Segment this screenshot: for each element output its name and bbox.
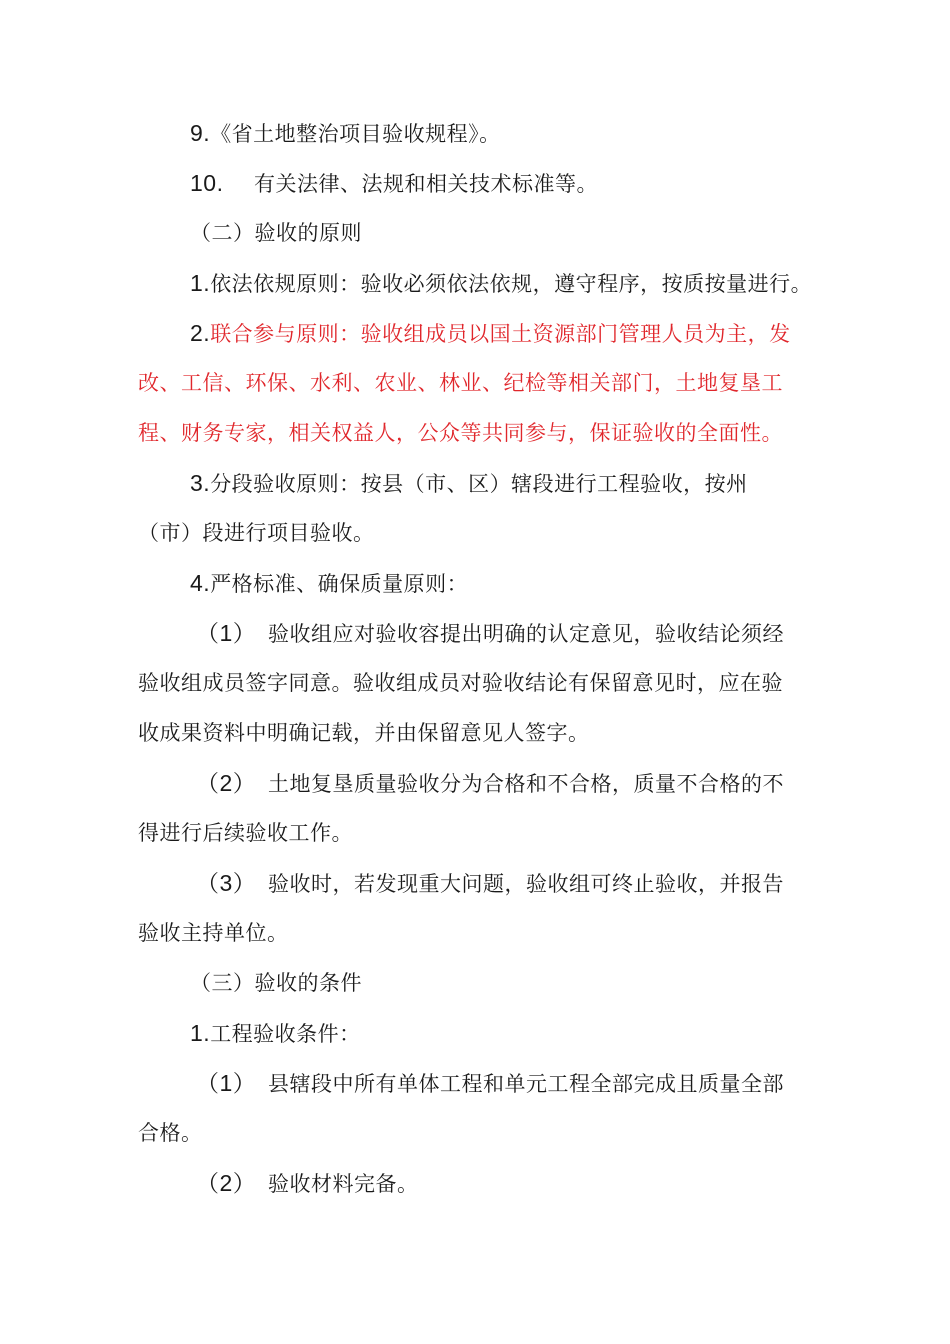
condition-1 (190, 1018, 361, 1049)
item-number: （2） (196, 1170, 257, 1196)
item-text: 验收组成员签字同意。验收组成员对验收结论有保留意见时，应在验 (138, 671, 783, 695)
subitem-3-continued (138, 918, 289, 948)
principle-1 (190, 268, 812, 299)
item-text: 分段验收原则：按县（市、区）辖段进行工程验收，按州 (210, 472, 748, 496)
item-text: 县辖段中所有单体工程和单元工程全部完成且质量全部 (268, 1072, 784, 1096)
item-text: 得进行后续验收工作。 (138, 821, 353, 845)
item-number: 1. (190, 1020, 211, 1046)
subitem-2-continued (138, 818, 353, 848)
item-number: （3） (196, 870, 257, 896)
subitem-1-continued (138, 668, 783, 698)
item-text: 验收材料完备。 (268, 1172, 419, 1196)
subitem-1 (196, 618, 784, 649)
item-text: 收成果资料中明确记载，并由保留意见人签字。 (138, 721, 590, 745)
item-9 (190, 118, 501, 149)
condition-subitem-1-continued (138, 1118, 203, 1148)
condition-subitem-1 (196, 1068, 784, 1099)
section-heading-text: （三）验收的条件 (190, 971, 362, 995)
item-number: （1） (196, 1070, 257, 1096)
item-text: 验收主持单位。 (138, 921, 289, 945)
item-text: （市）段进行项目验收。 (138, 521, 375, 545)
principle-2-continued (138, 368, 783, 398)
item-text: 工程验收条件： (210, 1022, 361, 1046)
item-text: 改、工信、环保、水利、农业、林业、纪检等相关部门，土地复垦工 (138, 371, 783, 395)
section-heading-conditions (190, 968, 362, 998)
item-text: 有关法律、法规和相关技术标准等。 (254, 172, 598, 196)
item-text: 土地复垦质量验收分为合格和不合格，质量不合格的不 (268, 772, 784, 796)
item-text: 依法依规原则：验收必须依法依规，遵守程序，按质按量进行。 (210, 272, 813, 296)
item-number: （1） (196, 620, 257, 646)
item-text: 《省土地整治项目验收规程》。 (210, 122, 501, 146)
item-10 (190, 168, 598, 199)
section-heading-principles (190, 218, 362, 248)
item-text: 严格标准、确保质量原则： (210, 572, 469, 596)
item-number: 2. (190, 320, 211, 346)
item-text: 程、财务专家，相关权益人，公众等共同参与，保证验收的全面性。 (138, 421, 783, 445)
section-heading-text: （二）验收的原则 (190, 221, 362, 245)
subitem-2 (196, 768, 784, 799)
item-number: 4. (190, 570, 211, 596)
item-text: 验收组应对验收容提出明确的认定意见，验收结论须经 (268, 622, 784, 646)
item-number: （2） (196, 770, 257, 796)
principle-2-continued (138, 418, 783, 448)
principle-4 (190, 568, 468, 599)
item-text: 合格。 (138, 1121, 203, 1145)
principle-3 (190, 468, 748, 499)
item-number: 1. (190, 270, 211, 296)
item-number: 9. (190, 120, 211, 146)
item-text: 联合参与原则：验收组成员以国土资源部门管理人员为主，发 (210, 322, 791, 346)
item-number: 10. (190, 170, 224, 196)
item-number: 3. (190, 470, 211, 496)
subitem-1-continued (138, 718, 590, 748)
condition-subitem-2 (196, 1168, 419, 1199)
principle-2 (190, 318, 791, 349)
principle-3-continued (138, 518, 375, 548)
item-text: 验收时，若发现重大问题，验收组可终止验收，并报告 (268, 872, 784, 896)
subitem-3 (196, 868, 784, 899)
